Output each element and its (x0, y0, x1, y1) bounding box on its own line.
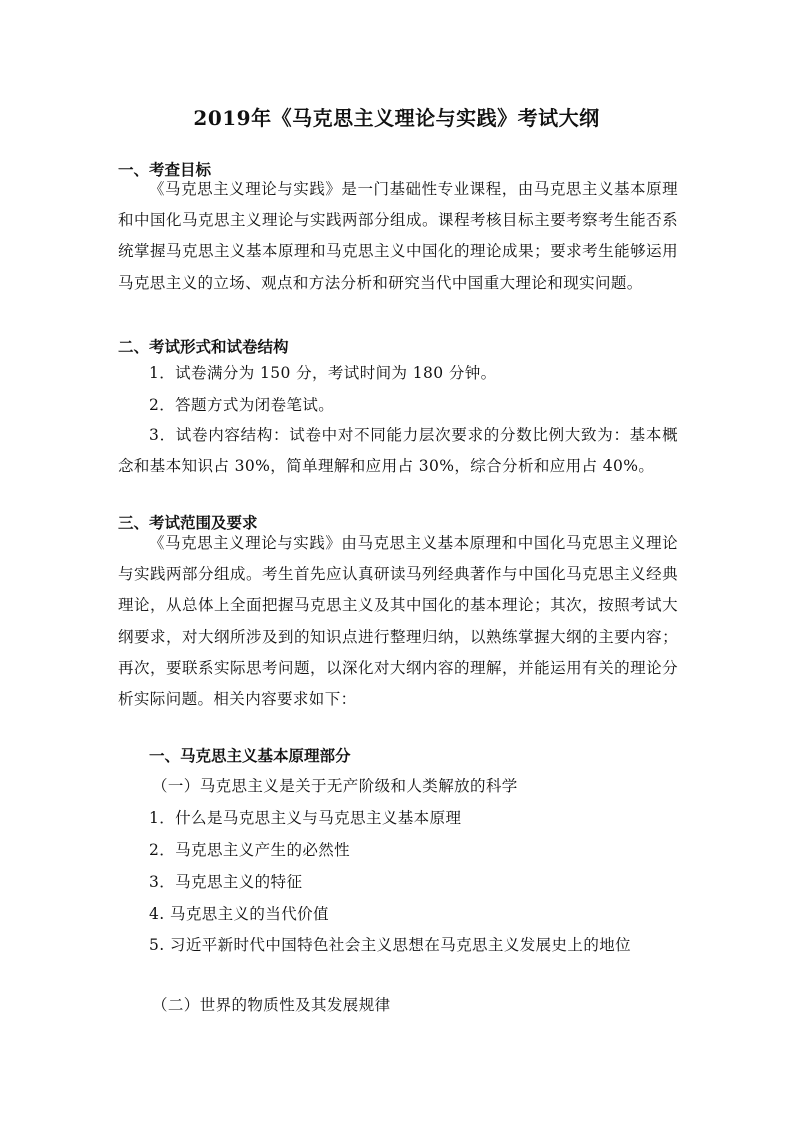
list-item: 5. 习近平新时代中国特色社会主义思想在马克思主义发展史上的地位 (149, 936, 632, 954)
list-item: 1．什么是马克思主义与马克思主义基本原理 (149, 809, 462, 827)
document-title: 2019年《马克思主义理论与实践》考试大纲 (193, 106, 600, 130)
section-heading-exam-format: 二、考试形式和试卷结构 (118, 338, 289, 356)
part-heading-marxism-basics: 一、马克思主义基本原理部分 (149, 747, 351, 765)
section-paragraph-exam-structure: 3．试卷内容结构：试卷中对不同能力层次要求的分数比例大致为：基本概念和基本知识占 30%，简单理解和应用占 30%，综合分析和应用占 40%。 (118, 426, 678, 476)
section-heading-exam-scope: 三、考试范围及要求 (118, 514, 258, 532)
list-item: 4. 马克思主义的当代价值 (149, 905, 329, 923)
list-item: 1．试卷满分为 150 分，考试时间为 180 分钟。 (149, 364, 497, 382)
list-item: 2．答题方式为闭卷笔试。 (149, 396, 335, 414)
section-heading-exam-objectives: 一、考查目标 (118, 161, 212, 179)
chapter-title: （一）马克思主义是关于无产阶级和人类解放的科学 (152, 777, 518, 795)
chapter-title: （二）世界的物质性及其发展规律 (152, 996, 391, 1014)
section-paragraph-exam-objectives: 《马克思主义理论与实践》是一门基础性专业课程，由马克思主义基本原理和中国化马克思主义理论与实践两部分组成。课程考核目标主要考察考生能否系统掌握马克思主义基本原理和马克思主义中国化的理论成果；要求考生能够运用马克思主义的立场、观点和方法分析和研究当代中国重大理论和现实问题。 (118, 180, 678, 292)
section-paragraph-exam-scope: 《马克思主义理论与实践》由马克思主义基本原理和中国化马克思主义理论与实践两部分组成。考生首先应认真研读马列经典著作与中国化马克思主义经典理论，从总体上全面把握马克思主义及其中国化的基本理论；其次，按照考试大纲要求，对大纲所涉及到的知识点进行整理归纳，以熟练掌握大纲的主要内容；再次，要联系实际思考问题，以深化对大纲内容的理解，并能运用有关的理论分析实际问题。相关内容要求如下： (118, 534, 678, 709)
list-item: 3．马克思主义的特征 (149, 873, 303, 891)
list-item: 2．马克思主义产生的必然性 (149, 841, 351, 859)
